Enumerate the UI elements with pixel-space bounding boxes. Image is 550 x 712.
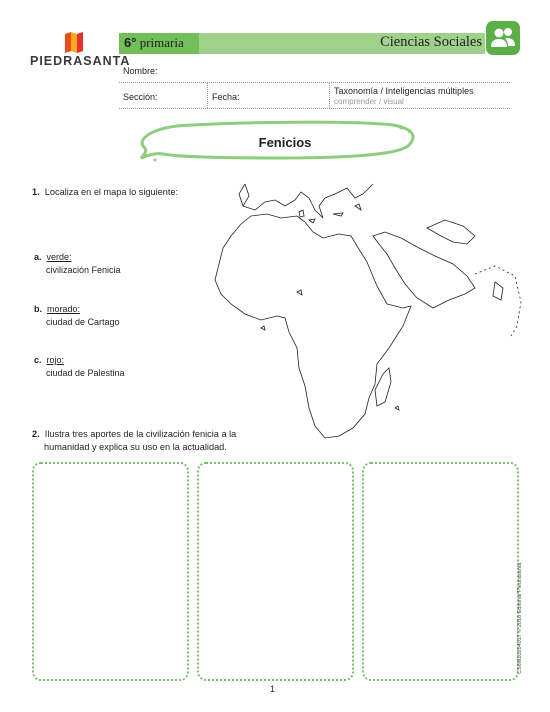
grade-label <box>124 35 184 51</box>
question-1 <box>32 186 178 199</box>
item-text: civilización Fenicia <box>46 265 121 275</box>
item-color: morado: <box>47 304 81 314</box>
worksheet-title: Fenicios <box>258 135 312 150</box>
q2-line2: humanidad y explica su uso en la actualidad. <box>44 442 227 452</box>
users-icon <box>486 21 520 55</box>
grade-number: 6° <box>124 35 137 50</box>
item-letter: c. <box>34 355 42 365</box>
answer-box-2[interactable] <box>197 462 354 681</box>
list-item <box>34 251 121 277</box>
question-2 <box>32 428 236 454</box>
piedrasanta-logo-icon <box>63 31 85 55</box>
grade-word: primaria <box>139 35 184 50</box>
form-bottom-line <box>119 108 510 109</box>
africa-mediterranean-map <box>205 176 523 444</box>
copyright-note: CS6M10204017 © 2018 Editorial Piedrasanta <box>517 562 523 674</box>
list-item <box>34 303 120 329</box>
name-line <box>119 82 510 83</box>
brand-name: PIEDRASANTA <box>30 54 131 68</box>
section-label: Sección: <box>123 92 158 102</box>
item-color: verde: <box>46 252 72 262</box>
item-color: rojo: <box>46 355 65 365</box>
answer-box-1[interactable] <box>32 462 189 681</box>
item-letter: b. <box>34 304 42 314</box>
taxonomy-sub: comprender / visual <box>334 97 404 106</box>
q1-prompt: Localiza en el mapa lo siguiente: <box>44 187 179 197</box>
taxonomy-label: Taxonomía / Inteligencias múltiples <box>334 86 474 96</box>
date-label: Fecha: <box>212 92 240 102</box>
page-number: 1 <box>270 684 276 694</box>
answer-box-3[interactable] <box>362 462 519 681</box>
q2-line1: Ilustra tres aportes de la civilización fenicia a la <box>44 429 237 439</box>
users-badge <box>486 21 520 55</box>
list-item <box>34 354 125 380</box>
name-label: Nombre: <box>123 66 158 76</box>
q1-number: 1. <box>32 187 40 197</box>
item-letter: a. <box>34 252 42 262</box>
subject-title: Ciencias Sociales <box>380 34 482 50</box>
divider <box>329 83 330 108</box>
item-text: ciudad de Cartago <box>46 317 120 327</box>
q2-number: 2. <box>32 429 40 439</box>
item-text: ciudad de Palestina <box>46 368 125 378</box>
divider <box>207 83 208 108</box>
